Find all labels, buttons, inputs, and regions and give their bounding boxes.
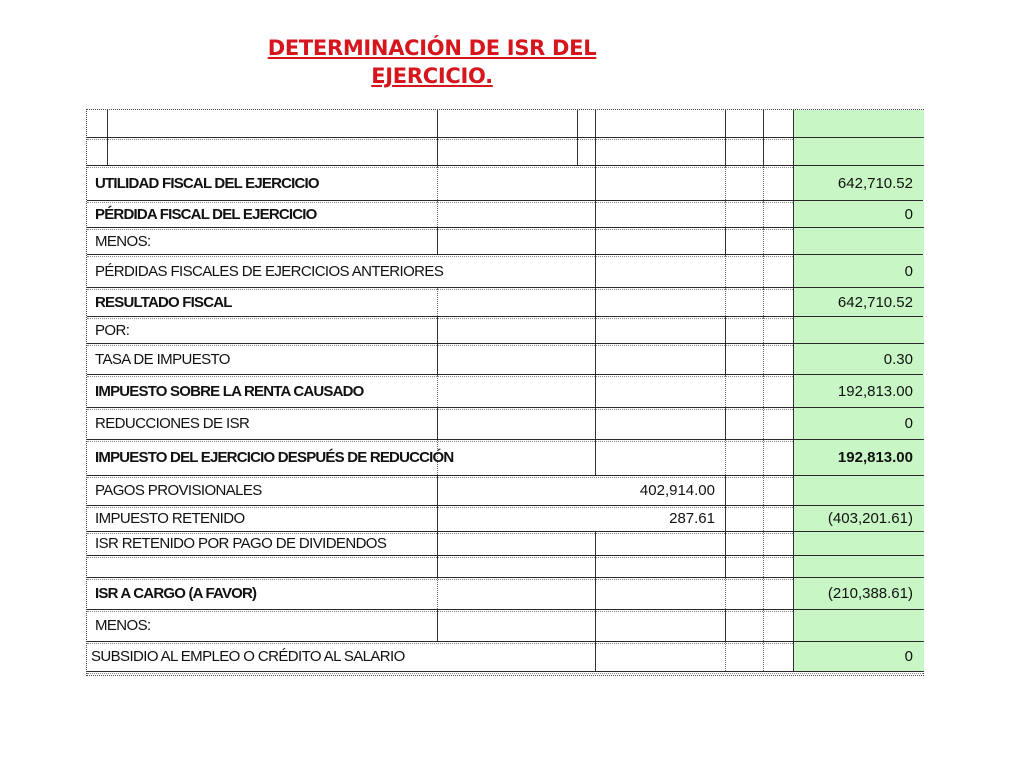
- column-divider: [763, 556, 764, 577]
- column-divider: [577, 110, 578, 137]
- table-row: [87, 408, 923, 440]
- column-divider: [725, 288, 726, 316]
- row-label: PÉRDIDA FISCAL DEL EJERCICIO: [95, 206, 317, 223]
- row-label: IMPUESTO DEL EJERCICIO DESPUÉS DE REDUCCIÓN: [95, 449, 454, 466]
- column-divider: [595, 408, 596, 439]
- column-divider: [107, 138, 108, 165]
- column-divider: [725, 556, 726, 577]
- column-divider: [437, 317, 438, 343]
- table-row: [87, 228, 923, 255]
- column-divider: [763, 440, 764, 475]
- column-divider: [763, 255, 764, 287]
- row-partial-amount: 402,914.00: [639, 482, 715, 499]
- table-row: [87, 201, 923, 228]
- row-amount: 192,813.00: [837, 383, 913, 400]
- table-row: [87, 317, 923, 344]
- result-cell: [793, 476, 924, 505]
- row-label: UTILIDAD FISCAL DEL EJERCICIO: [95, 175, 319, 192]
- row-amount: 0: [904, 206, 913, 223]
- row-amount: 0: [904, 415, 913, 432]
- column-divider: [725, 317, 726, 343]
- column-divider: [577, 138, 578, 165]
- column-divider: [437, 556, 438, 577]
- column-divider: [437, 228, 438, 254]
- row-label: SUBSIDIO AL EMPLEO O CRÉDITO AL SALARIO: [91, 648, 405, 665]
- row-partial-amount: 287.61: [669, 510, 715, 527]
- table-row: [87, 166, 923, 201]
- column-divider: [595, 375, 596, 407]
- column-divider: [595, 344, 596, 374]
- column-divider: [763, 166, 764, 200]
- column-divider: [763, 578, 764, 609]
- column-divider: [725, 506, 726, 531]
- column-divider: [437, 610, 438, 641]
- table-row: [87, 578, 923, 610]
- table-row: [87, 506, 923, 532]
- column-divider: [437, 408, 438, 439]
- column-divider: [725, 255, 726, 287]
- row-amount: 0.30: [883, 351, 913, 368]
- column-divider: [595, 228, 596, 254]
- column-divider: [595, 556, 596, 577]
- column-divider: [763, 506, 764, 531]
- column-divider: [725, 166, 726, 200]
- row-amount: (210,388.61): [827, 585, 913, 602]
- column-divider: [595, 255, 596, 287]
- column-divider: [725, 110, 726, 137]
- row-label: TASA DE IMPUESTO: [95, 351, 230, 368]
- column-divider: [107, 110, 108, 137]
- column-divider: [763, 476, 764, 505]
- table-row: [87, 288, 923, 317]
- result-cell: [793, 110, 924, 137]
- result-cell: [793, 556, 924, 577]
- row-amount: 0: [904, 648, 913, 665]
- title-line-2: EJERCICIO.: [371, 64, 493, 88]
- row-amount: 642,710.52: [837, 294, 913, 311]
- column-divider: [595, 317, 596, 343]
- column-divider: [725, 440, 726, 475]
- column-divider: [437, 288, 438, 316]
- column-divider: [725, 138, 726, 165]
- column-divider: [725, 408, 726, 439]
- column-divider: [763, 344, 764, 374]
- table-row: [87, 532, 923, 556]
- isr-calculation-table: [86, 109, 924, 676]
- column-divider: [725, 344, 726, 374]
- table-row: [87, 344, 923, 375]
- column-divider: [595, 138, 596, 165]
- column-divider: [763, 610, 764, 641]
- row-label: ISR A CARGO (A FAVOR): [95, 585, 257, 602]
- column-divider: [437, 344, 438, 374]
- column-divider: [595, 578, 596, 609]
- document-title: [250, 34, 614, 90]
- table-row: [87, 375, 923, 408]
- table-row: [87, 556, 923, 578]
- column-divider: [725, 476, 726, 505]
- column-divider: [725, 578, 726, 609]
- row-label: IMPUESTO RETENIDO: [95, 510, 245, 527]
- column-divider: [763, 375, 764, 407]
- row-label: POR:: [95, 322, 130, 339]
- column-divider: [763, 110, 764, 137]
- column-divider: [763, 288, 764, 316]
- column-divider: [437, 506, 438, 531]
- table-row: [87, 642, 923, 672]
- column-divider: [763, 532, 764, 555]
- column-divider: [595, 610, 596, 641]
- column-divider: [763, 138, 764, 165]
- column-divider: [437, 201, 438, 227]
- table-row: [87, 255, 923, 288]
- column-divider: [437, 476, 438, 505]
- row-label: MENOS:: [95, 617, 151, 634]
- table-row: [87, 476, 923, 506]
- column-divider: [437, 532, 438, 555]
- row-label: IMPUESTO SOBRE LA RENTA CAUSADO: [95, 383, 364, 400]
- result-cell: [793, 138, 924, 165]
- column-divider: [725, 610, 726, 641]
- column-divider: [595, 642, 596, 671]
- column-divider: [763, 642, 764, 671]
- row-label: MENOS:: [95, 233, 151, 250]
- result-cell: [793, 317, 924, 343]
- row-amount: (403,201.61): [827, 510, 913, 527]
- row-label: RESULTADO FISCAL: [95, 294, 232, 311]
- column-divider: [595, 440, 596, 475]
- row-label: PÉRDIDAS FISCALES DE EJERCICIOS ANTERIORES: [95, 263, 444, 280]
- table-row: [87, 610, 923, 642]
- row-label: PAGOS PROVISIONALES: [95, 482, 262, 499]
- column-divider: [725, 642, 726, 671]
- table-row: [87, 110, 923, 138]
- column-divider: [763, 228, 764, 254]
- column-divider: [725, 201, 726, 227]
- row-label: ISR RETENIDO POR PAGO DE DIVIDENDOS: [95, 535, 387, 552]
- column-divider: [763, 317, 764, 343]
- column-divider: [595, 110, 596, 137]
- column-divider: [437, 375, 438, 407]
- column-divider: [437, 110, 438, 137]
- title-line-1: DETERMINACIÓN DE ISR DEL: [267, 36, 597, 60]
- row-amount: 0: [904, 263, 913, 280]
- result-cell: [793, 532, 924, 555]
- result-cell: [793, 228, 924, 254]
- column-divider: [725, 532, 726, 555]
- row-label: REDUCCIONES DE ISR: [95, 415, 250, 432]
- column-divider: [437, 166, 438, 200]
- column-divider: [763, 201, 764, 227]
- table-row: [87, 138, 923, 166]
- column-divider: [763, 408, 764, 439]
- column-divider: [725, 375, 726, 407]
- column-divider: [595, 532, 596, 555]
- row-amount: 192,813.00: [837, 449, 913, 466]
- row-amount: 642,710.52: [837, 175, 913, 192]
- column-divider: [437, 578, 438, 609]
- column-divider: [725, 228, 726, 254]
- column-divider: [595, 166, 596, 200]
- column-divider: [595, 201, 596, 227]
- result-cell: [793, 610, 924, 641]
- column-divider: [595, 288, 596, 316]
- column-divider: [437, 138, 438, 165]
- table-row: [87, 440, 923, 476]
